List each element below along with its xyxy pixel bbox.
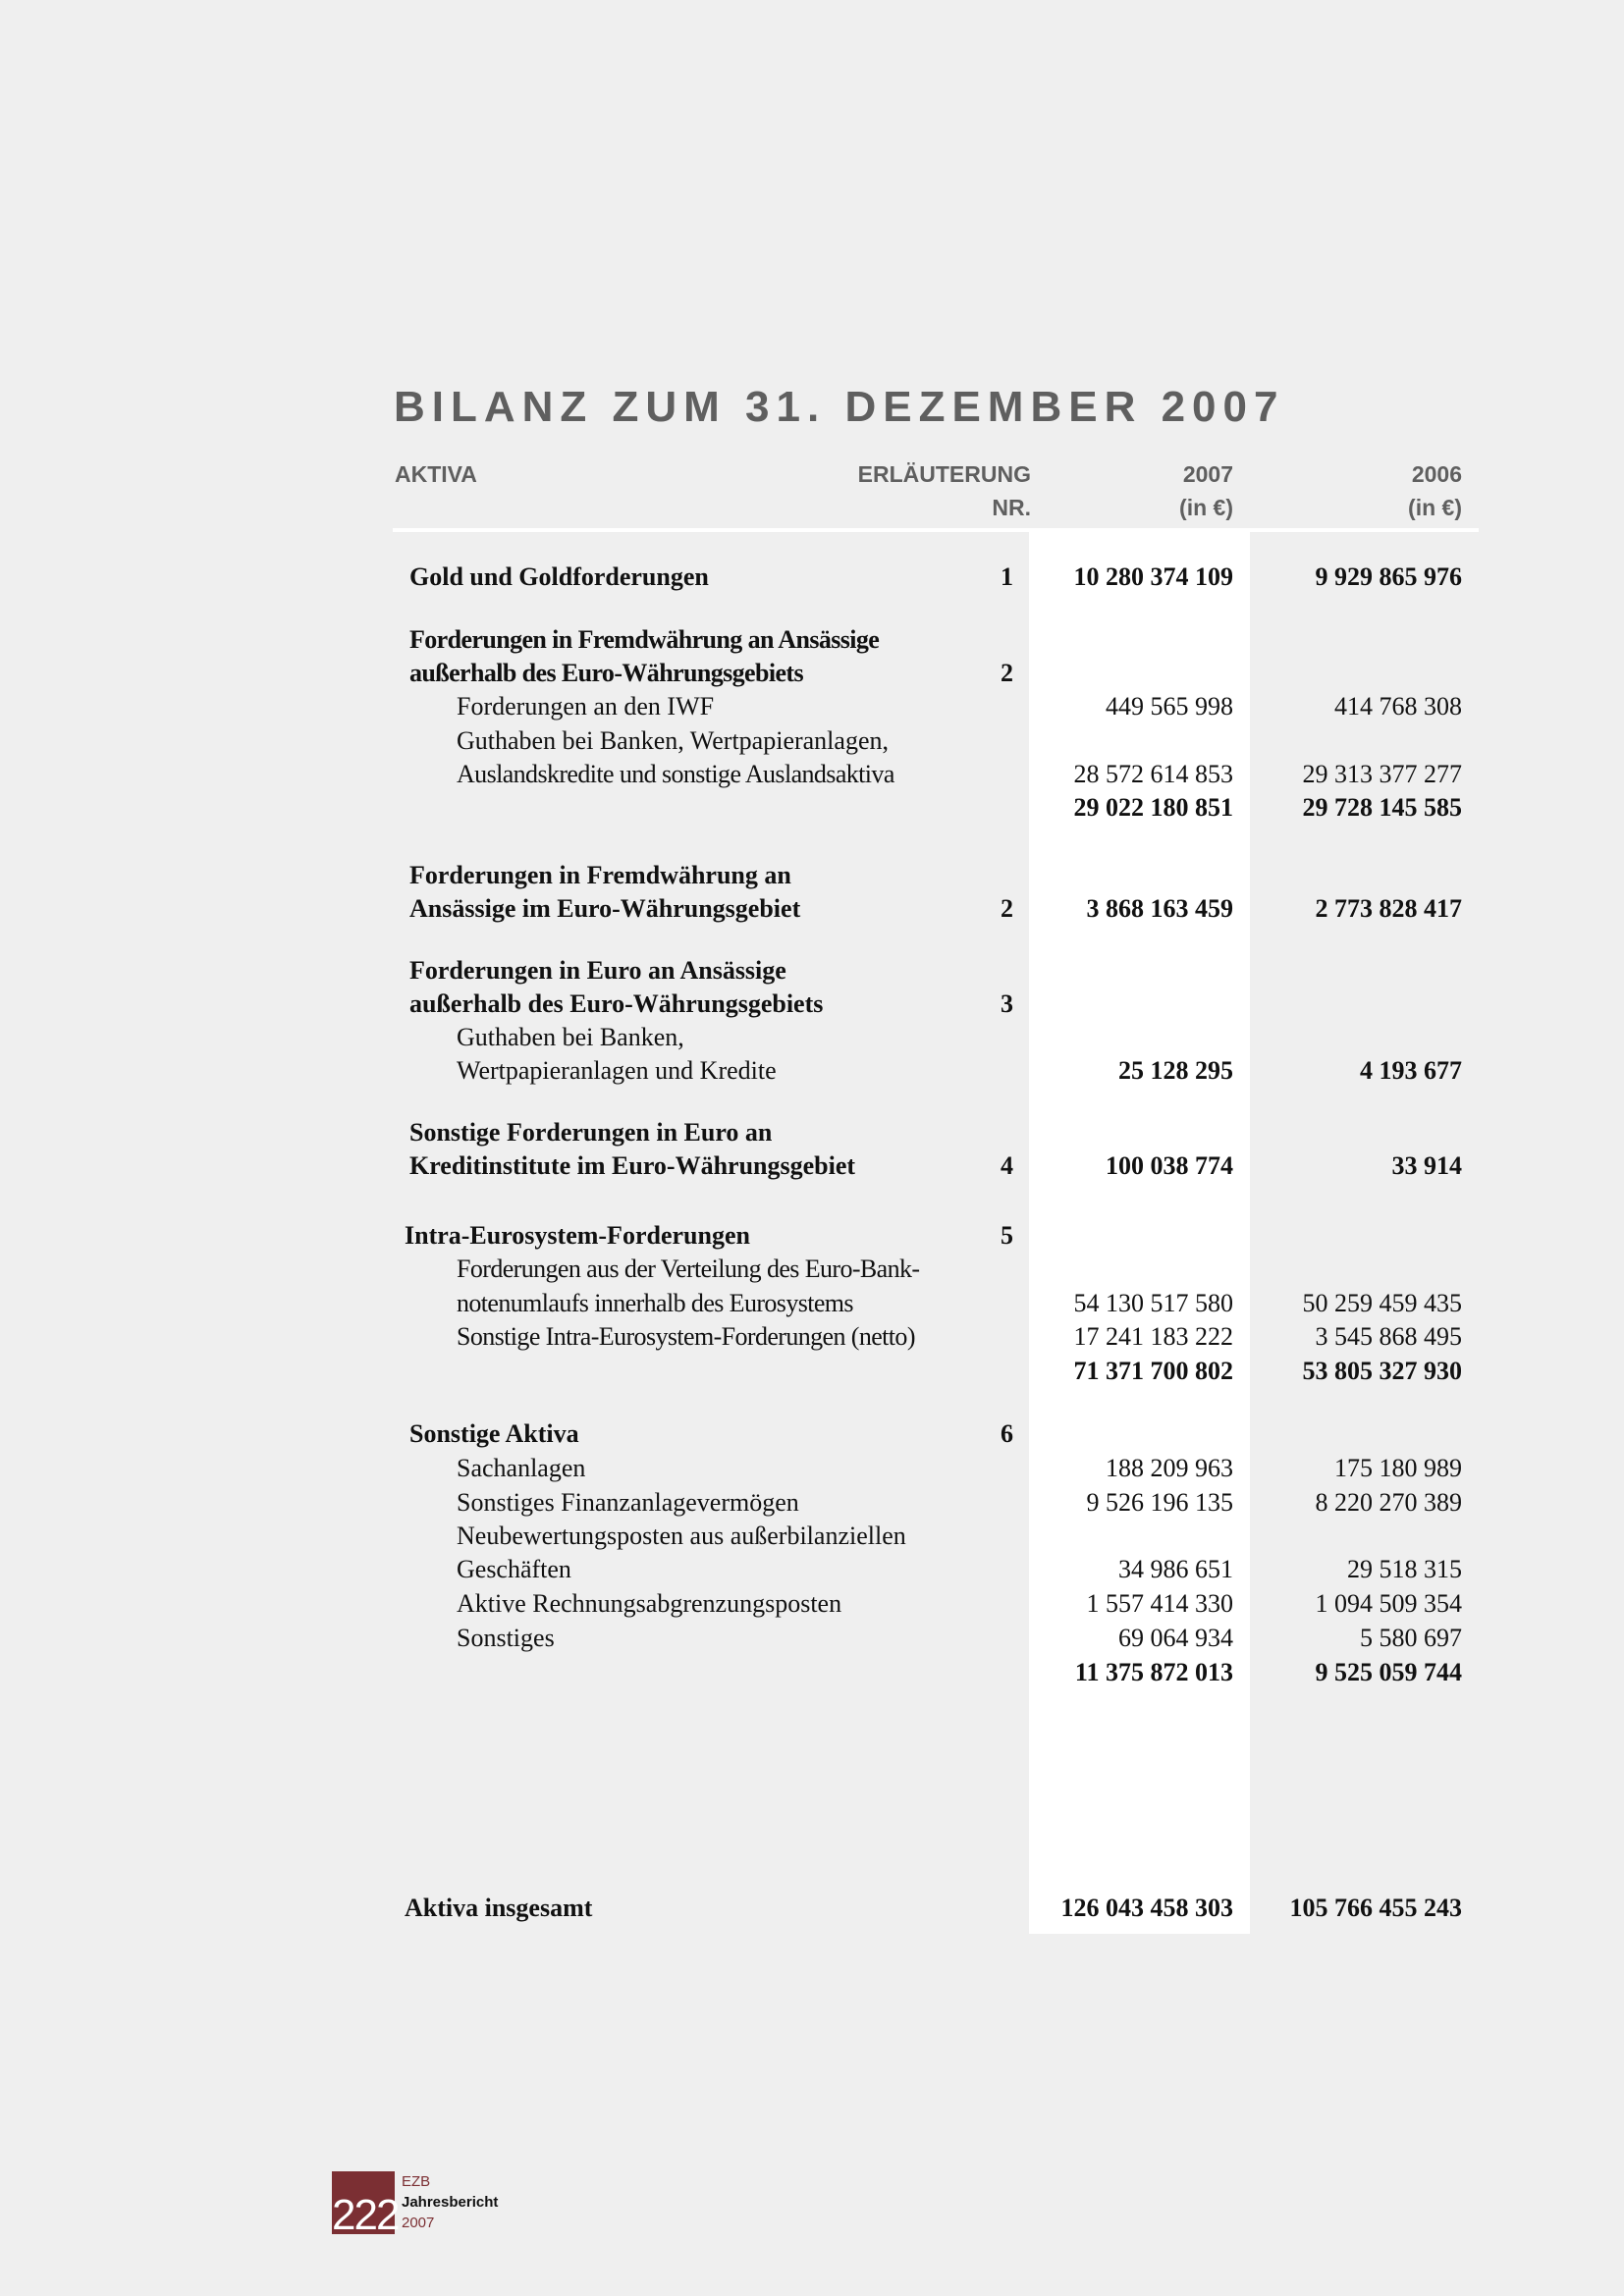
row-label: Sonstige Forderungen in Euro an <box>409 1118 773 1147</box>
table-row <box>0 690 1624 723</box>
column-header-2006 <box>1218 457 1462 524</box>
row-label: Neubewertungsposten aus außerbilanziellen <box>457 1522 906 1550</box>
column-header-2007-year: 2007 <box>1182 461 1233 487</box>
row-value-2006: 33 914 <box>1391 1151 1462 1180</box>
row-value-2007: 188 209 963 <box>1106 1454 1233 1482</box>
table-row <box>0 1320 1624 1354</box>
column-header-aktiva: AKTIVA <box>395 461 477 487</box>
row-note-number: 5 <box>1001 1221 1013 1250</box>
row-value-2007: 9 526 196 135 <box>1086 1488 1233 1517</box>
row-label: Sonstige Aktiva <box>409 1419 579 1448</box>
row-label: Sonstiges Finanzanlagevermögen <box>457 1488 799 1517</box>
column-header-note-line1: ERLÄUTERUNG <box>857 461 1031 487</box>
row-value-2007: 126 043 458 303 <box>1060 1894 1233 1922</box>
footer-line-year: 2007 <box>402 2215 435 2231</box>
table-row <box>0 1622 1624 1655</box>
column-header-2007-unit: (in €) <box>1179 495 1233 520</box>
row-label: Aktive Rechnungsabgrenzungsposten <box>457 1589 842 1618</box>
page-title: BILANZ ZUM 31. DEZEMBER 2007 <box>394 383 1285 431</box>
row-note-number: 2 <box>1001 659 1013 687</box>
table-row <box>0 1553 1624 1586</box>
footer-publication <box>402 2171 498 2233</box>
table-row <box>0 1486 1624 1520</box>
row-value-2007: 10 280 374 109 <box>1073 562 1233 591</box>
row-label: Sachanlagen <box>457 1454 586 1482</box>
row-label: Aktiva insgesamt <box>405 1894 593 1922</box>
table-row-subtotal <box>0 1656 1624 1689</box>
row-label: Forderungen in Euro an Ansässige <box>409 956 786 985</box>
row-value-2006: 50 259 459 435 <box>1302 1289 1462 1317</box>
column-header-2006-unit: (in €) <box>1408 495 1462 520</box>
row-value-2006: 29 518 315 <box>1347 1555 1462 1583</box>
column-header-note-line2: NR. <box>992 495 1031 520</box>
table-row <box>0 1520 1624 1553</box>
row-label: Wertpapieranlagen und Kredite <box>457 1056 777 1085</box>
row-value-2006: 29 728 145 585 <box>1302 793 1462 822</box>
row-label: Ansässige im Euro-Währungsgebiet <box>409 894 801 923</box>
row-label: Sonstige Intra-Eurosystem-Forderungen (netto) <box>457 1322 915 1351</box>
row-label: notenumlaufs innerhalb des Eurosystems <box>457 1289 853 1317</box>
table-row <box>0 623 1624 657</box>
row-note-number: 2 <box>1001 894 1013 923</box>
row-value-2007: 54 130 517 580 <box>1073 1289 1233 1317</box>
row-value-2006: 9 929 865 976 <box>1315 562 1462 591</box>
row-value-2006: 9 525 059 744 <box>1315 1658 1462 1686</box>
row-value-2006: 175 180 989 <box>1334 1454 1462 1482</box>
row-value-2007: 449 565 998 <box>1106 692 1233 721</box>
page-number: 222 <box>332 2191 399 2239</box>
table-row <box>0 758 1624 791</box>
table-row <box>0 1219 1624 1253</box>
row-value-2006: 2 773 828 417 <box>1315 894 1462 923</box>
row-label: Forderungen in Fremdwährung an <box>409 861 791 889</box>
table-row-subtotal <box>0 791 1624 825</box>
table-row <box>0 1149 1624 1183</box>
table-row <box>0 1587 1624 1621</box>
table-row <box>0 1417 1624 1451</box>
footer-line-ezb: EZB <box>402 2173 431 2190</box>
header-divider <box>393 528 1479 532</box>
table-row <box>0 988 1624 1021</box>
row-label: Forderungen an den IWF <box>457 692 715 721</box>
row-value-2006: 5 580 697 <box>1360 1624 1462 1652</box>
row-label: Kreditinstitute im Euro-Währungsgebiet <box>409 1151 856 1180</box>
table-row <box>0 1116 1624 1149</box>
row-value-2006: 414 768 308 <box>1334 692 1462 721</box>
table-row <box>0 561 1624 594</box>
row-value-2007: 34 986 651 <box>1118 1555 1233 1583</box>
row-note-number: 1 <box>1001 562 1013 591</box>
row-value-2007: 11 375 872 013 <box>1074 1658 1233 1686</box>
row-value-2007: 25 128 295 <box>1118 1056 1233 1085</box>
row-value-2007: 28 572 614 853 <box>1073 760 1233 788</box>
row-note-number: 4 <box>1001 1151 1013 1180</box>
row-label: außerhalb des Euro-Währungsgebiets <box>409 989 824 1018</box>
table-row <box>0 859 1624 892</box>
row-label: außerhalb des Euro-Währungsgebiets <box>409 659 803 687</box>
table-row <box>0 1253 1624 1286</box>
row-value-2007: 17 241 183 222 <box>1073 1322 1233 1351</box>
row-value-2007: 71 371 700 802 <box>1073 1357 1233 1385</box>
row-value-2006: 29 313 377 277 <box>1302 760 1462 788</box>
row-note-number: 3 <box>1001 989 1013 1018</box>
row-label: Sonstiges <box>457 1624 555 1652</box>
row-label: Auslandskredite und sonstige Auslandsaktiva <box>457 760 894 788</box>
table-row-subtotal <box>0 1355 1624 1388</box>
row-value-2007: 3 868 163 459 <box>1086 894 1233 923</box>
column-header-2006-year: 2006 <box>1411 461 1462 487</box>
row-label: Gold und Goldforderungen <box>409 562 709 591</box>
row-value-2006: 53 805 327 930 <box>1302 1357 1462 1385</box>
table-row <box>0 724 1624 758</box>
row-value-2007: 100 038 774 <box>1106 1151 1233 1180</box>
row-value-2007: 1 557 414 330 <box>1086 1589 1233 1618</box>
table-row-total <box>0 1892 1624 1925</box>
table-row <box>0 1287 1624 1320</box>
row-note-number: 6 <box>1001 1419 1013 1448</box>
table-row <box>0 1054 1624 1088</box>
row-label: Forderungen in Fremdwährung an Ansässige <box>409 625 880 654</box>
row-value-2006: 4 193 677 <box>1360 1056 1462 1085</box>
row-value-2006: 8 220 270 389 <box>1315 1488 1462 1517</box>
row-value-2006: 3 545 868 495 <box>1315 1322 1462 1351</box>
table-row <box>0 1021 1624 1054</box>
table-row <box>0 1452 1624 1485</box>
row-value-2007: 69 064 934 <box>1118 1624 1233 1652</box>
table-row <box>0 954 1624 988</box>
column-header-2007 <box>982 457 1233 524</box>
row-value-2006: 1 094 509 354 <box>1315 1589 1462 1618</box>
row-label: Guthaben bei Banken, <box>457 1023 684 1051</box>
table-row <box>0 657 1624 690</box>
row-label: Forderungen aus der Verteilung des Euro-Bank- <box>457 1255 920 1283</box>
table-row <box>0 892 1624 926</box>
footer-line-report: Jahresbericht <box>402 2194 499 2211</box>
row-value-2006: 105 766 455 243 <box>1289 1894 1462 1922</box>
row-value-2007: 29 022 180 851 <box>1073 793 1233 822</box>
row-label: Guthaben bei Banken, Wertpapieranlagen, <box>457 726 889 755</box>
row-label: Intra-Eurosystem-Forderungen <box>405 1221 750 1250</box>
row-label: Geschäften <box>457 1555 571 1583</box>
